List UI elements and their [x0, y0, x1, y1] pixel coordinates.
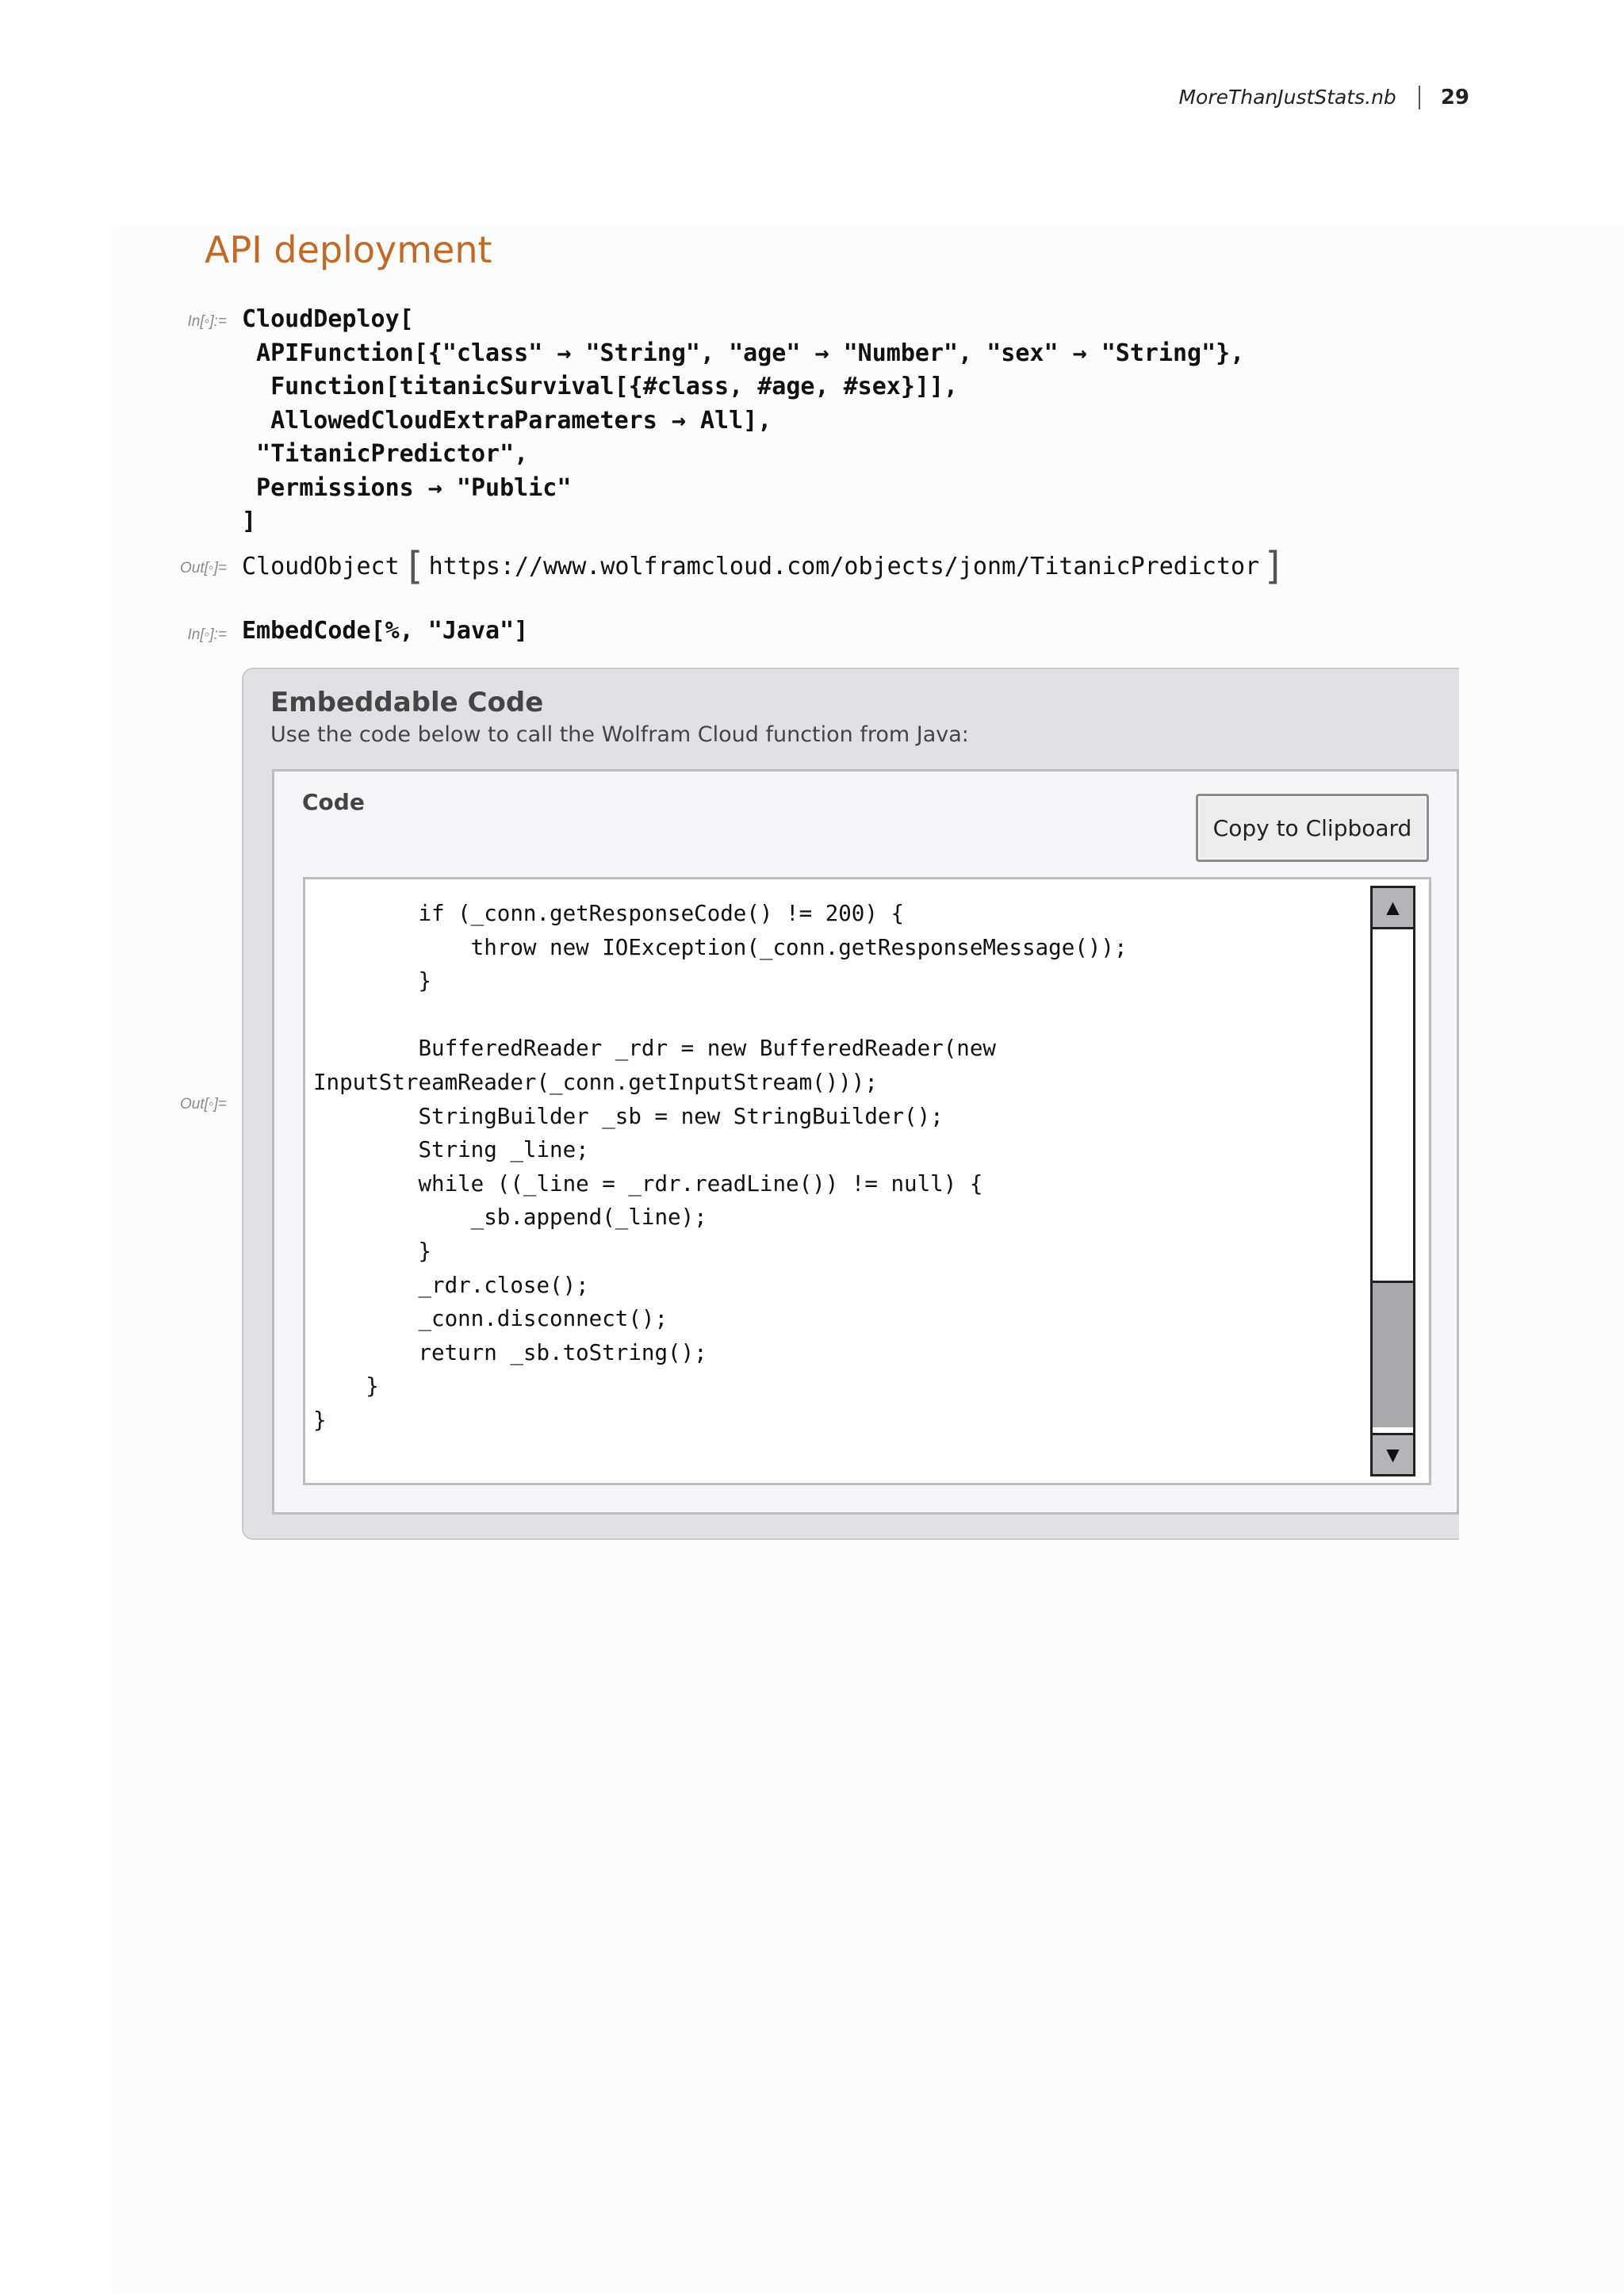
open-bracket: [: [402, 544, 426, 588]
code-frame: [272, 769, 1459, 1515]
output-cell-label: Out[◦]=: [179, 560, 227, 576]
page-number: 29: [1440, 86, 1469, 109]
output-cell-cloudobject[interactable]: [242, 544, 1289, 588]
notebook-name: MoreThanJustStats.nb: [1178, 86, 1419, 109]
cloudobject-head: CloudObject: [242, 552, 400, 580]
page-header: [1178, 86, 1469, 109]
input-cell-label: In[◦]:=: [187, 626, 227, 643]
close-bracket: ]: [1262, 544, 1286, 588]
scroll-down-arrow-icon[interactable]: ▼: [1373, 1433, 1413, 1474]
vertical-scrollbar[interactable]: [1370, 886, 1415, 1476]
scroll-thumb[interactable]: [1373, 1281, 1413, 1427]
cloudobject-url[interactable]: https://www.wolframcloud.com/objects/jonm/TitanicPredictor: [428, 552, 1260, 580]
embed-title: Embeddable Code: [270, 687, 544, 718]
input-cell-clouddeploy[interactable]: CloudDeploy[ APIFunction[{"class" → "String", "age" → "Number", "sex" → "String"}, Function[titanicSurvival[{#class, #age, #sex}]], AllowedCloudExtraParameters → All], "TitanicPredictor", Permissions → "Public" ]: [242, 305, 1245, 535]
section-title: API deployment: [205, 228, 492, 271]
copy-to-clipboard-button[interactable]: Copy to Clipboard: [1196, 794, 1429, 862]
code-label: Code: [302, 789, 365, 815]
input-cell-label: In[◦]:=: [187, 313, 227, 330]
scroll-up-arrow-icon[interactable]: ▲: [1373, 888, 1413, 929]
input-cell-embedcode[interactable]: EmbedCode[%, "Java"]: [242, 617, 529, 645]
java-code: if (_conn.getResponseCode() != 200) { throw new IOException(_conn.getResponseMessage()); } BufferedReader _rdr = new BufferedReader(new InputStreamReader(_conn.getInputStream())); StringBuilder _sb = new StringBuilder(); String _line; while ((_line = _rdr.readLine()) != null) { _sb.append(_line); } _rdr.close(); _conn.disconnect(); return _sb.toString(); } }: [313, 901, 1128, 1433]
code-textarea[interactable]: [303, 877, 1431, 1485]
embed-description: Use the code below to call the Wolfram Cloud function from Java:: [270, 722, 969, 747]
output-cell-label: Out[◦]=: [179, 1096, 227, 1113]
embeddable-code-panel: [242, 668, 1459, 1540]
